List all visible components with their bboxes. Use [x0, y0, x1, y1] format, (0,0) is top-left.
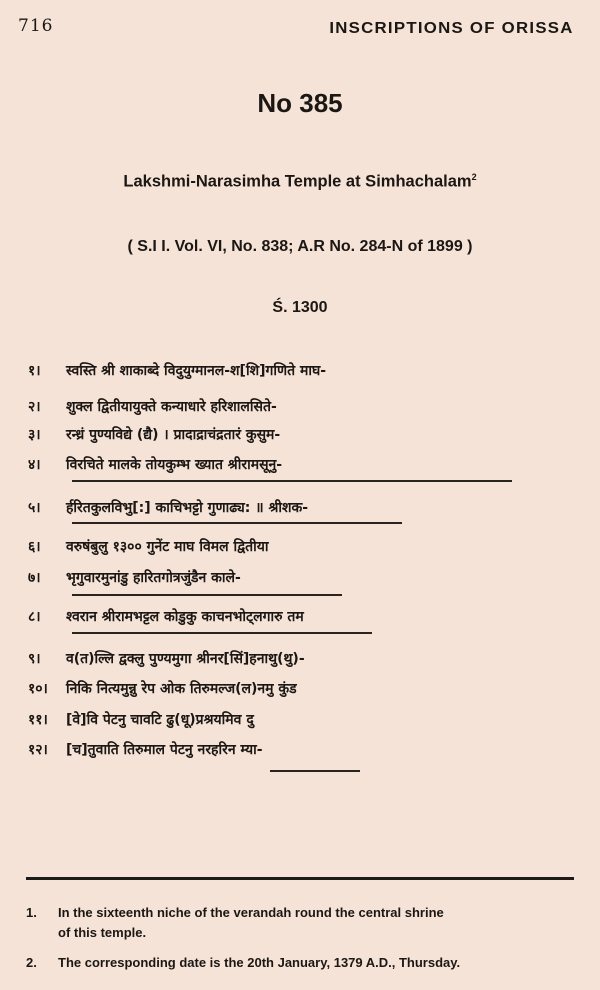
inscription-line	[28, 568, 573, 588]
line-number: १।	[28, 363, 41, 379]
line-number: ५।	[28, 500, 41, 516]
line-text: निकि नित्यमुन्नु रेप ओक तिरुमल्ज(ल)नमु कुंड	[66, 681, 297, 697]
line-number: ९।	[28, 651, 41, 667]
inscription-line	[28, 679, 573, 699]
line-number: ७।	[28, 570, 41, 586]
footnote-text: The corresponding date is the 20th January, 1379 A.D., Thursday.	[58, 955, 461, 970]
footnote-text: In the sixteenth niche of the verandah round the central shrine	[58, 905, 444, 920]
inscription-line	[28, 425, 573, 445]
line-underline	[72, 480, 512, 482]
footnote-rule	[26, 877, 574, 880]
inscription-line	[28, 649, 573, 669]
line-underline	[72, 522, 402, 524]
line-number: ४।	[28, 457, 41, 473]
line-underline	[72, 632, 372, 634]
line-number: ३।	[28, 427, 41, 443]
line-text: [वे]वि पेटनु चावटि ढु(धू)प्रश्रयमिव दु	[66, 712, 254, 728]
inscription-reference: ( S.I I. Vol. VI, No. 838; A.R No. 284-N of 1899 )	[127, 238, 473, 255]
inscription-line	[28, 361, 573, 381]
line-number: ८।	[28, 609, 41, 625]
line-underline	[72, 594, 342, 596]
era-date: Ś. 1300	[272, 299, 328, 316]
inscription-line	[28, 740, 573, 760]
running-head: INSCRIPTIONS OF ORISSA	[329, 20, 574, 37]
inscription-title-text: Lakshmi-Narasimha Temple at Simhachalam	[123, 172, 472, 191]
page-number: 716	[18, 16, 54, 36]
line-number: २।	[28, 399, 41, 415]
inscription-line	[28, 498, 573, 518]
line-text: व(त)ल्लि द्वक्लु पुण्यमुगा श्रीनर[सिं]हनाथु(थु)-	[66, 651, 305, 667]
inscription-line	[28, 537, 573, 557]
footnote-mark: 2.	[26, 955, 37, 970]
line-text: र्हरितकुलविभु[:] काचिभट्टो गुणाढ्य: ॥ श्रीशक-	[66, 500, 309, 516]
footnote-1	[26, 903, 574, 943]
inscription-line	[28, 397, 573, 417]
end-rule	[270, 770, 360, 772]
inscription-title	[0, 172, 600, 192]
footnote-2	[26, 953, 574, 973]
line-text: रन्ध्रं पुण्यविद्ये (द्यै) । प्रादाद्राचंद्रतारं कुसुम-	[66, 427, 281, 443]
line-text: भृगुवारमुनांडु हारितगोत्रजुंडैन काले-	[66, 570, 241, 586]
line-number: १०।	[28, 681, 48, 697]
footnote-continuation: of this temple.	[58, 925, 147, 940]
line-text: विरचिते मालके तोयकुम्भ ख्यात श्रीरामसूनु-	[66, 457, 283, 473]
line-text: शुक्ल द्वितीयायुक्ते कन्याधारे हरिशालसिते-	[66, 399, 277, 415]
line-text: वरुषंबुलु १३०० गुनेंट माघ विमल द्वितीया	[66, 539, 269, 555]
line-text: श्वरान श्रीरामभट्टल कोडुकु काचनभोट्लगारु तम	[66, 609, 304, 625]
inscription-line	[28, 710, 573, 730]
line-number: १२।	[28, 742, 48, 758]
line-text: [च]तुवाति तिरुमाल पेटनु नरहरिन म्या-	[66, 742, 263, 758]
footnote-mark: 1.	[26, 905, 37, 920]
line-text: स्वस्ति श्री शाकाब्दे विदुयुग्मानल-श[शि]गणिते माघ-	[66, 363, 327, 379]
line-number: ११।	[28, 712, 48, 728]
inscription-line	[28, 607, 573, 627]
footnote-mark-2: 2	[471, 172, 477, 182]
inscription-line	[28, 455, 573, 475]
line-number: ६।	[28, 539, 41, 555]
inscription-number: No 385	[257, 88, 343, 118]
